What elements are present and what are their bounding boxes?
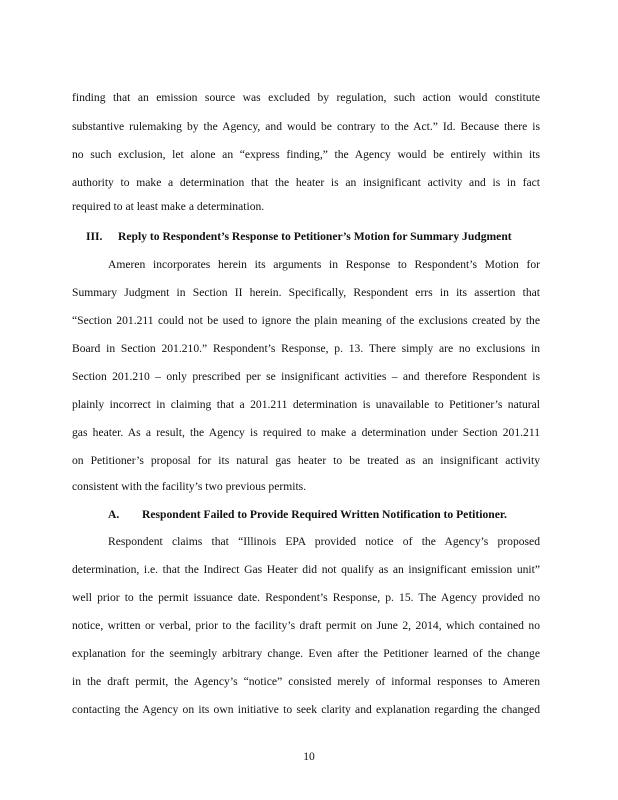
text-line: required to at least make a determination. bbox=[72, 200, 265, 213]
text-line: Section 201.210 – only prescribed per se insignificant activities – and therefore Respondent is bbox=[72, 370, 540, 383]
text-line: Board in Section 201.210.” Respondent’s Response, p. 13. There simply are no exclusions in bbox=[72, 342, 540, 355]
text-line: finding that an emission source was excluded by regulation, such action would constitute bbox=[72, 91, 540, 104]
text-line: Ameren incorporates herein its arguments in Response to Respondent’s Motion for bbox=[108, 258, 540, 271]
text-line: substantive rulemaking by the Agency, and would be contrary to the Act.” Id. Because there is bbox=[72, 120, 540, 133]
text-line: gas heater. As a result, the Agency is required to make a determination under Section 201.211 bbox=[72, 426, 540, 439]
section-number: III. bbox=[86, 230, 103, 243]
text-line: determination, i.e. that the Indirect Gas Heater did not qualify as an insignificant emission unit” bbox=[72, 563, 540, 576]
text-line: Summary Judgment in Section II herein. Specifically, Respondent errs in its assertion that bbox=[72, 286, 540, 299]
section-heading: Reply to Respondent’s Response to Petitioner’s Motion for Summary Judgment bbox=[118, 230, 512, 243]
text-line: Respondent claims that “Illinois EPA provided notice of the Agency’s proposed bbox=[108, 535, 540, 548]
text-line: in the draft permit, the Agency’s “notice” consisted merely of informal responses to Ameren bbox=[72, 675, 540, 688]
text-line: no such exclusion, let alone an “express finding,” the Agency would be entirely within its bbox=[72, 148, 540, 161]
subsection-letter: A. bbox=[108, 508, 120, 521]
text-line: notice, written or verbal, prior to the facility’s draft permit on June 2, 2014, which contained no bbox=[72, 619, 540, 632]
text-line: well prior to the permit issuance date. Respondent’s Response, p. 15. The Agency provided no bbox=[72, 591, 540, 604]
text-line: authority to make a determination that the heater is an insignificant activity and is in fact bbox=[72, 176, 540, 189]
text-line: consistent with the facility’s two previous permits. bbox=[72, 480, 307, 493]
text-line: on Petitioner’s proposal for its natural gas heater to be treated as an insignificant activity bbox=[72, 454, 540, 467]
text-line: explanation for the seemingly arbitrary change. Even after the Petitioner learned of the change bbox=[72, 647, 540, 660]
page-number: 10 bbox=[303, 750, 315, 763]
text-line: contacting the Agency on its own initiative to seek clarity and explanation regarding the changed bbox=[72, 703, 540, 716]
subsection-heading: Respondent Failed to Provide Required Written Notification to Petitioner. bbox=[142, 508, 507, 521]
text-line: “Section 201.211 could not be used to ignore the plain meaning of the exclusions created by the bbox=[72, 314, 540, 327]
text-line: plainly incorrect in claiming that a 201.211 determination is unavailable to Petitioner’s natural bbox=[72, 398, 540, 411]
